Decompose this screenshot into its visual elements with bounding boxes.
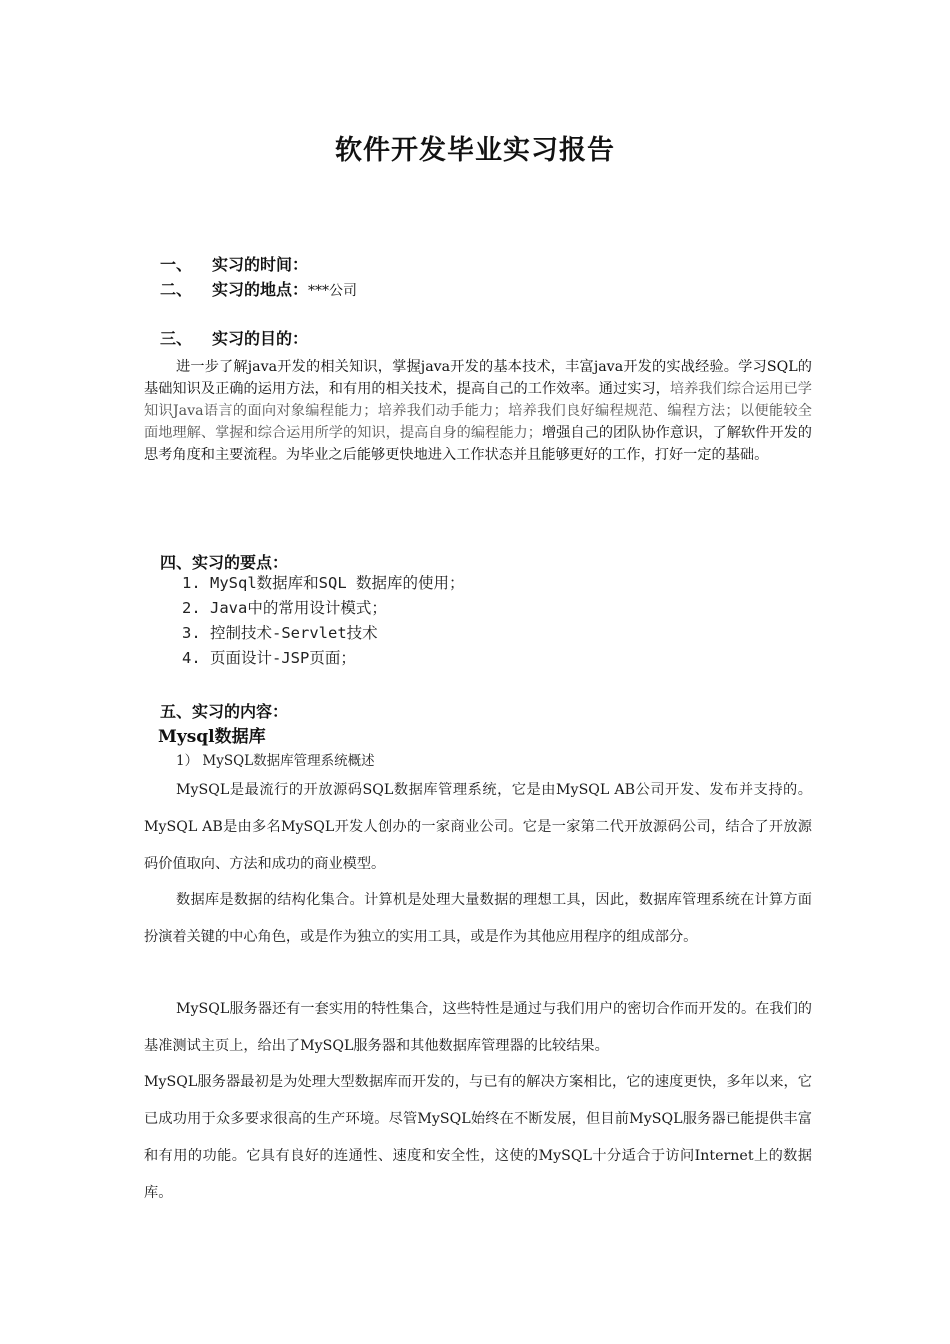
purpose-paragraph bbox=[144, 356, 812, 466]
body-paragraph: MySQL服务器还有一套实用的特性集合，这些特性是通过与我们用户的密切合作而开发的。在我们的基准测试主页上，给出了MySQL服务器和其他数据库管理器的比较结果。 bbox=[144, 1001, 812, 1054]
keypoints-list bbox=[182, 571, 464, 671]
purpose-text-1: 进一步了解java开发的相关知识，掌握java开发的基本技术，丰富java开发的实战经验。学习SQL的基础知识及正确的运用方法，和有用的相关技术，提高自己的工作效率。通过实习， bbox=[144, 359, 812, 397]
section-label: 实习的地点： bbox=[212, 280, 309, 299]
section-time-heading bbox=[160, 252, 308, 275]
purpose-text-2: 培养我们综合运用已学知识Java语言的面向对象编程能力；培养我们动手能力；培养我们良好编程规范、编程方法；以便能较全面地理解、掌握和综合运用所学的知识，提高自身的编程能力； bbox=[144, 381, 812, 441]
body-paragraph: 数据库是数据的结构化集合。计算机是处理大量数据的理想工具，因此，数据库管理系统在计算方面扮演着关键的中心角色，或是作为独立的实用工具，或是作为其他应用程序的组成部分。 bbox=[144, 892, 812, 945]
list-item: 3. 控制技术-Servlet技术 bbox=[182, 624, 378, 642]
list-item: 4. 页面设计-JSP页面； bbox=[182, 649, 356, 667]
section-location-heading bbox=[160, 277, 357, 300]
list-item: 2. Java中的常用设计模式； bbox=[182, 599, 387, 617]
section-content-heading: 五、实习的内容： bbox=[160, 702, 289, 721]
section-purpose-heading bbox=[160, 326, 308, 349]
section-number: 三、 bbox=[160, 329, 193, 348]
mysql-overview-item: 1） MySQL数据库管理系统概述 bbox=[176, 753, 375, 769]
list-item: 1. MySql数据库和SQL 数据库的使用； bbox=[182, 574, 465, 592]
location-value: ***公司 bbox=[308, 283, 358, 299]
section-number: 二、 bbox=[160, 280, 193, 299]
mysql-subtitle: Mysql数据库 bbox=[158, 727, 266, 747]
section-label: 实习的时间： bbox=[212, 255, 309, 274]
section-number: 一、 bbox=[160, 255, 193, 274]
body-paragraph: MySQL是最流行的开放源码SQL数据库管理系统，它是由MySQL AB公司开发、发布并支持的。MySQL AB是由多名MySQL开发人创办的一家商业公司。它是一家第二代开放源码公司，结合了开放源码价值取向、方法和成功的商业模型。 bbox=[144, 782, 812, 872]
section-label: 实习的目的： bbox=[212, 329, 309, 348]
purpose-text-3: 增强自己的团队协作意识，了解软件开发的思考角度和主要流程。为毕业之后能够更快地进入工作状态并且能够更好的工作，打好一定的基础。 bbox=[144, 425, 812, 463]
section-keypoints-heading: 四、实习的要点： bbox=[160, 553, 289, 572]
body-paragraph: MySQL服务器最初是为处理大型数据库而开发的，与已有的解决方案相比，它的速度更快，多年以来，它已成功用于众多要求很高的生产环境。尽管MySQL始终在不断发展，但目前MySQL服务器已能提供丰富和有用的功能。它具有良好的连通性、速度和安全性，这使的MySQL十分适合于访问Internet上的数据库。 bbox=[144, 1074, 812, 1201]
document-title: 软件开发毕业实习报告 bbox=[335, 135, 615, 166]
